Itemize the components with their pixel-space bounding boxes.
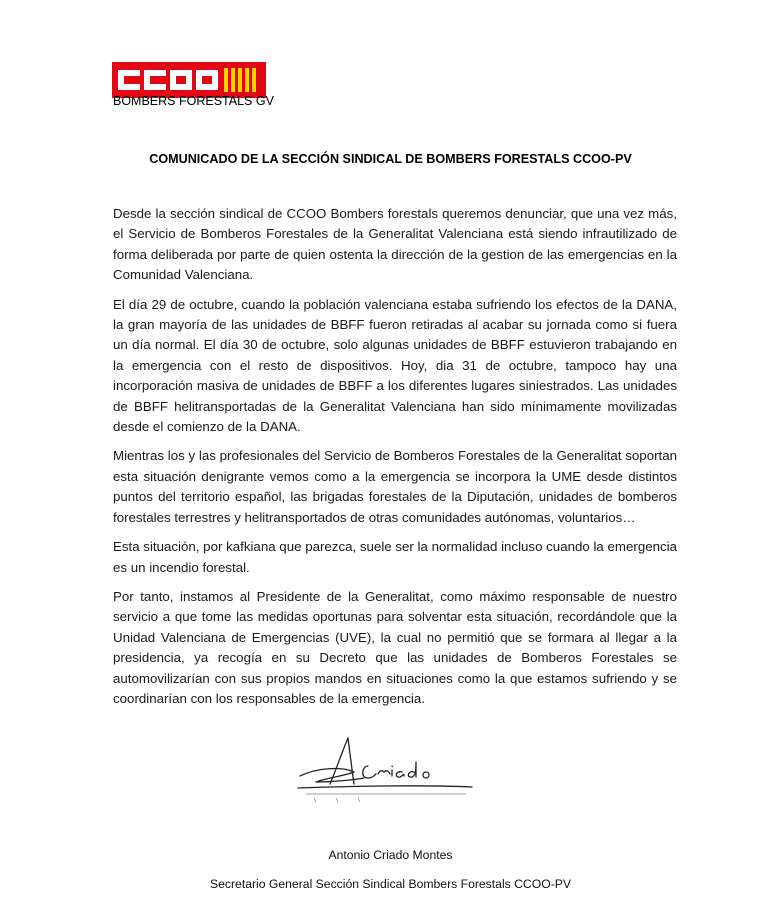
document-title: COMUNICADO DE LA SECCIÓN SINDICAL DE BOMBERS FORESTALS CCOO-PV bbox=[149, 152, 632, 166]
document-body bbox=[113, 204, 677, 718]
organization-name: BOMBERS FORESTALS GV bbox=[113, 94, 274, 108]
paragraph: Por tanto, instamos al Presidente de la Generalitat, como máximo responsable de nuestro servicio a que tome las medidas oportunas para solventar esta situación, recordándole que la Unidad Valenciana de Emergencias (UVE), la cual no permitió que se formara al llegar a la presidencia, ya recogía en su Decreto que las unidades de Bomberos Forestales se automovilizarían con sus propios mandos en situaciones como la que estamos sufriendo y se coordinarían con los responsables de la emergencia. bbox=[113, 588, 677, 706]
paragraph: Desde la sección sindical de CCOO Bombers forestals queremos denunciar, que una vez más, el Servicio de Bomberos Forestales de la Generalitat Valenciana está siendo infrautilizado de forma deliberada por parte de quien ostenta la dirección de la gestion de las emergencias en la Comunidad Valenciana. bbox=[113, 206, 677, 283]
paragraph: Esta situación, por kafkiana que parezca, suele ser la normalidad incluso cuando la emergencia es un incendio forestal. bbox=[113, 539, 677, 575]
ccoo-logo bbox=[112, 62, 266, 98]
paragraph: Mientras los y las profesionales del Servicio de Bomberos Forestales de la Generalitat soportan esta situación denigrante vemos como a la emergencia se incorpora la UME desde distintos puntos del territorio español, las brigadas forestales de la Diputación, unidades de bomberos forestales terrestres y helitransportados de otras comunidades autónomas, voluntarios… bbox=[113, 448, 677, 525]
paragraph: El día 29 de octubre, cuando la población valenciana estaba sufriendo los efectos de la DANA, la gran mayoría de las unidades de BBFF fueron retiradas al acabar su jornada como si fuera un día normal. El día 30 de octubre, solo algunas unidades de BBFF estuvieron trabajando en la emergencia con el resto de dispositivos. Hoy, dia 31 de octubre, tampoco hay una incorporación masiva de unidades de BBFF a los diferentes lugares siniestrados. Las unidades de BBFF helitransportadas de la Generalitat Valenciana han sido mínimamente movilizadas desde el comienzo de la DANA. bbox=[113, 296, 677, 435]
handwritten-signature bbox=[296, 732, 476, 810]
signer-name: Antonio Criado Montes bbox=[328, 848, 453, 862]
signer-role: Secretario General Sección Sindical Bombers Forestals CCOO-PV bbox=[209, 877, 572, 891]
